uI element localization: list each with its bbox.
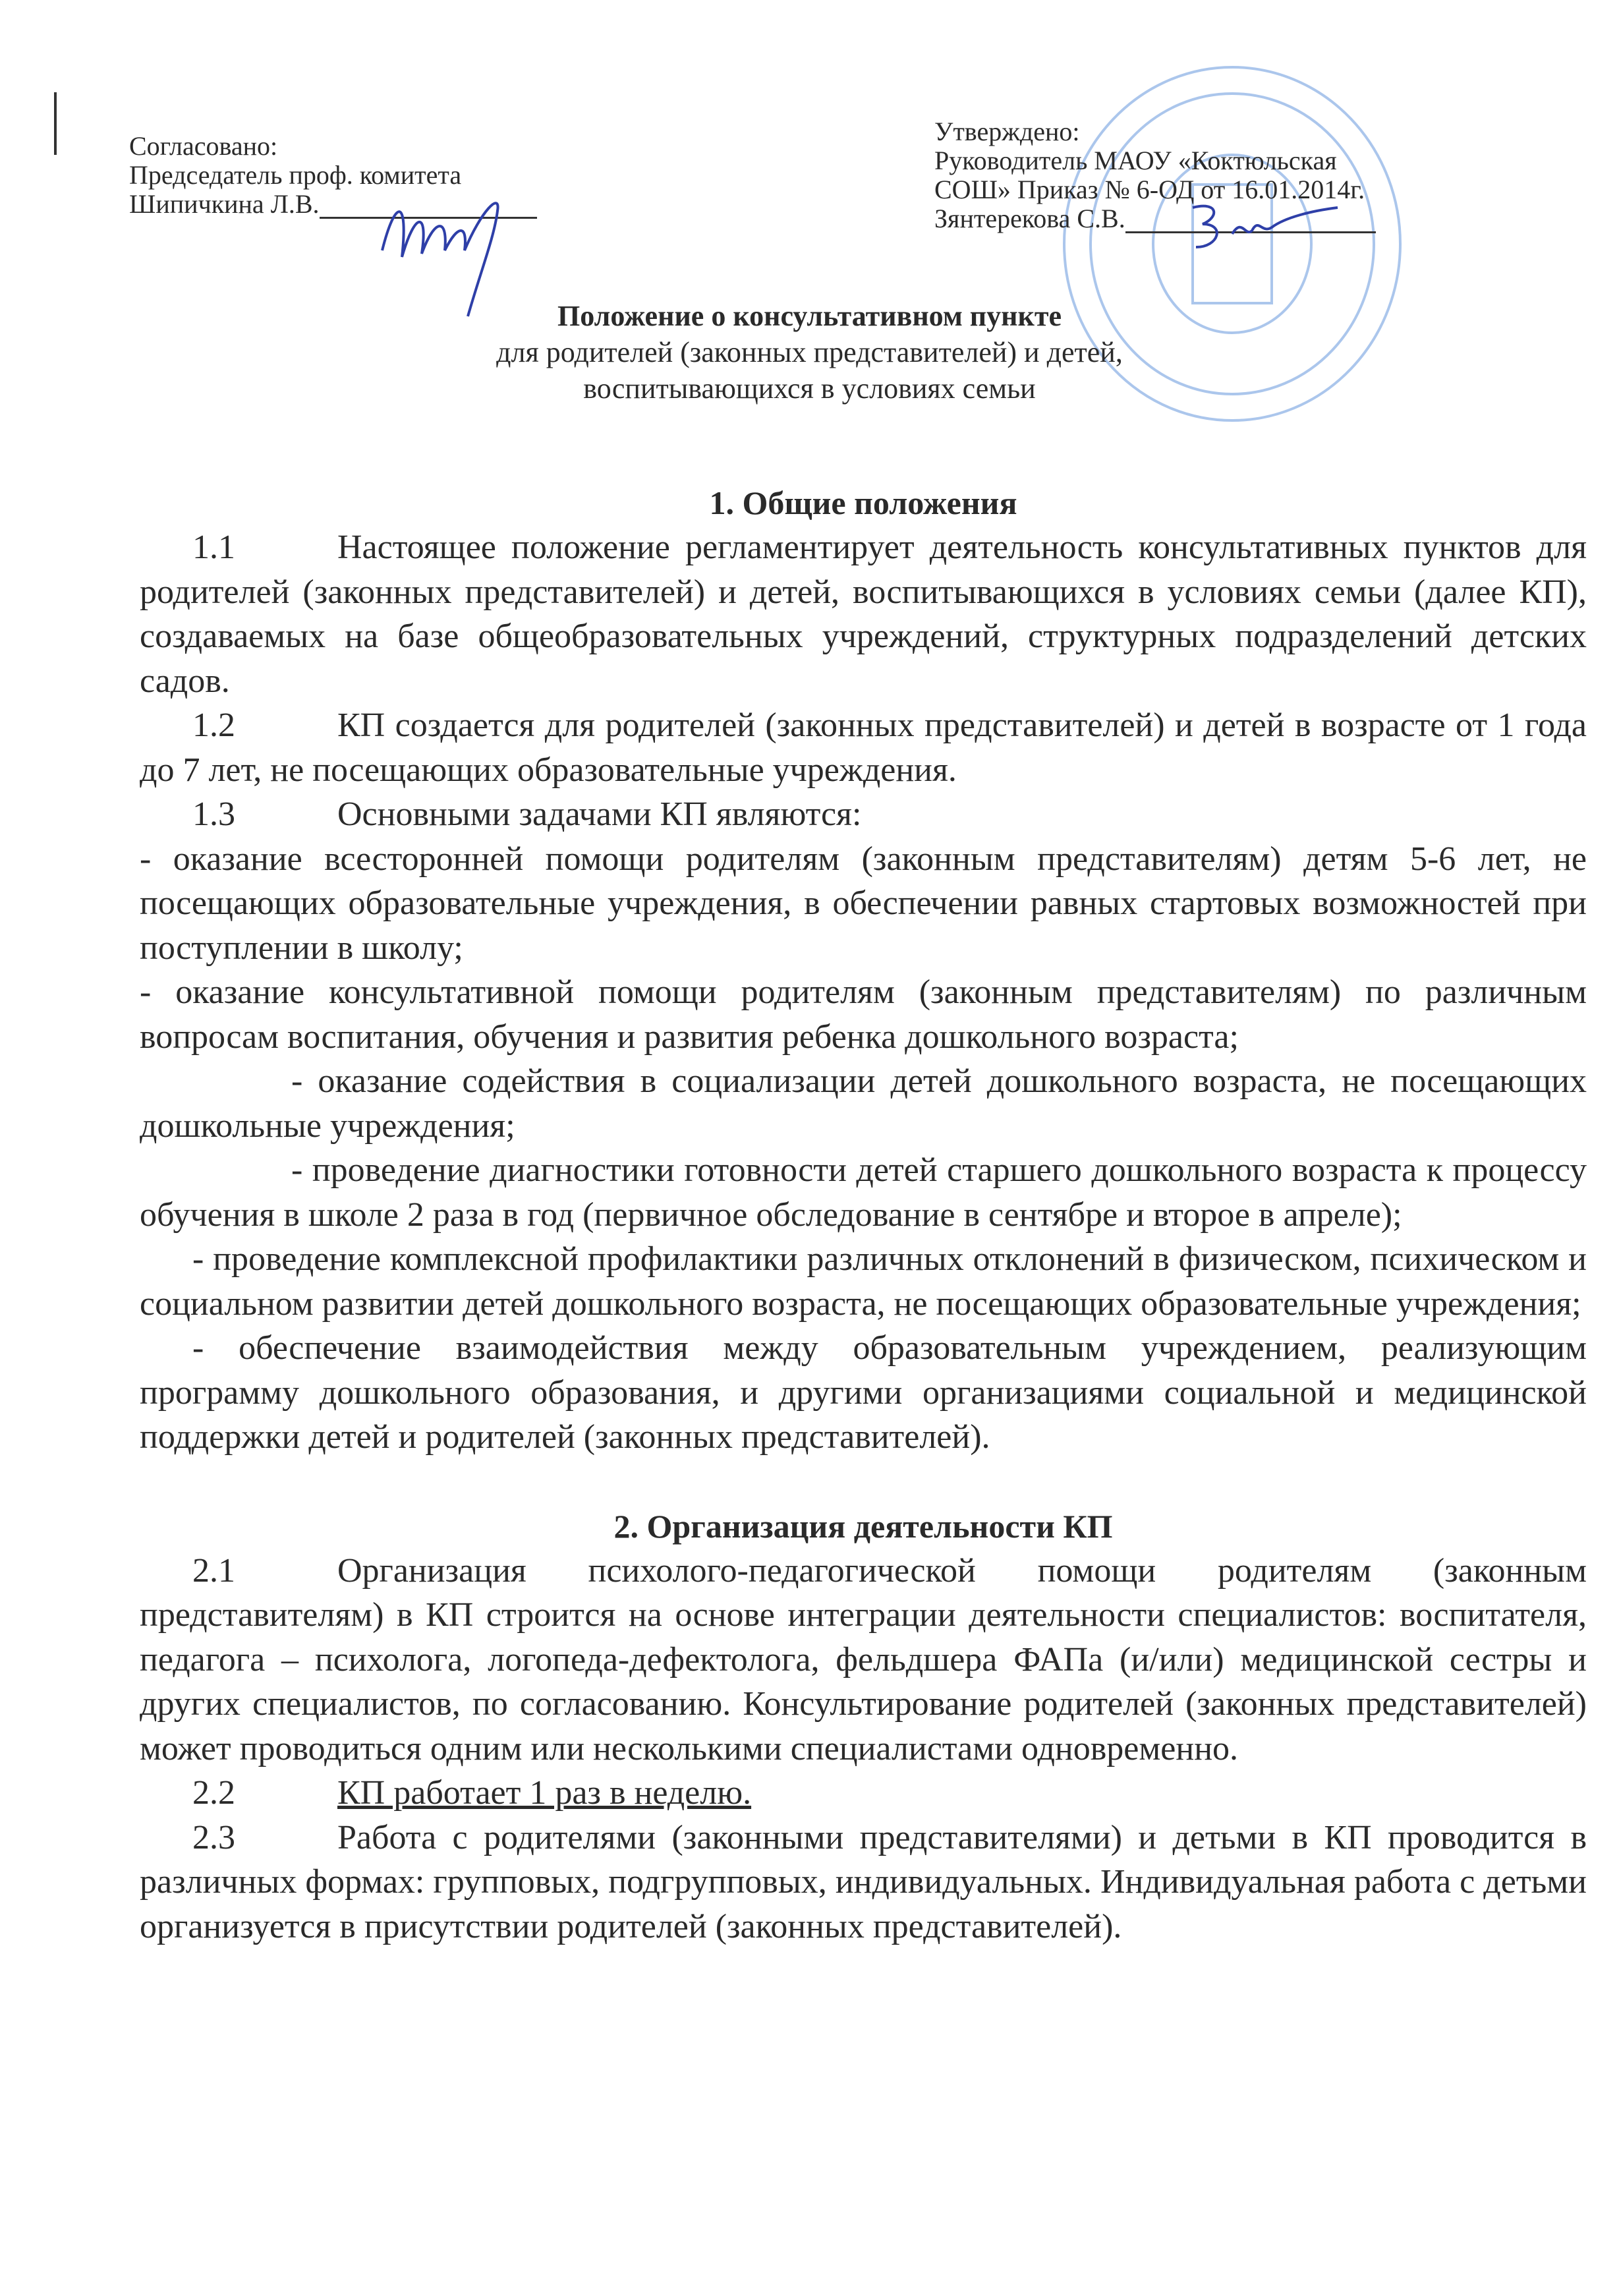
title-line-2: для родителей (законных представителей) и детей, xyxy=(496,336,1123,368)
title-line-1: Положение о консультативном пункте xyxy=(557,300,1062,332)
task-item: - проведение комплексной профилактики различных отклонений в физическом, психическом и социальном развитии детей дошкольного возраста, не посещающих образовательные учреждения; xyxy=(140,1240,1587,1323)
task-item: - оказание содействия в социализации детей дошкольного возраста, не посещающих дошкольные учреждения; xyxy=(140,1062,1587,1145)
approved-label: Утверждено: xyxy=(934,117,1080,146)
clause-text: Работа с родителями (законными представителями) и детьми в КП проводится в различных формах: групповых, подгрупповых, индивидуальных. Индивидуальная работа с детьми организуется в присутствии родителей (законных представителей). xyxy=(140,1818,1587,1945)
section-heading: 1. Общие положения xyxy=(709,484,1017,521)
scan-margin-mark xyxy=(54,92,57,155)
clause-text: КП создается для родителей (законных представителей) и детей в возрасте от 1 года до 7 лет, не посещающих образовательные учреждения. xyxy=(140,706,1587,789)
document-title xyxy=(0,298,1619,407)
task-item: - обеспечение взаимодействия между образовательным учреждением, реализующим программу дошкольного образования, и другими организациями социальной и медицинской поддержки детей и родителей (законных представителей). xyxy=(140,1329,1587,1456)
clause-number: 1.1 xyxy=(192,529,235,566)
clause-2-2 xyxy=(140,1771,1587,1816)
clause-1-2 xyxy=(140,703,1587,792)
signer-position: Председатель проф. комитета xyxy=(129,160,462,190)
task-item: - проведение диагностики готовности детей старшего дошкольного возраста к процессу обучения в школе 2 раза в год (первичное обследование в сентябре и второе в апреле); xyxy=(140,1151,1587,1234)
clause-number: 1.3 xyxy=(192,795,235,833)
agreed-label: Согласовано: xyxy=(129,131,278,161)
clause-number: 2.3 xyxy=(192,1818,235,1856)
task-item: - оказание всесторонней помощи родителям (законным представителям) детям 5-6 лет, не посещающих образовательные учреждения, в обеспечении равных стартовых возможностей при поступлении в школу; xyxy=(140,840,1587,967)
clause-2-1 xyxy=(140,1549,1587,1771)
clause-text: КП работает 1 раз в неделю. xyxy=(337,1774,752,1812)
clause-text: Настоящее положение регламентирует деятельность консультативных пунктов для родителей (законных представителей) и детей, воспитывающихся в условиях семьи (далее КП), создаваемых на базе общеобразовательных учреждений, структурных подразделений детских садов. xyxy=(140,529,1587,700)
approver-position: Руководитель МАОУ «Коктюльская xyxy=(934,146,1337,175)
clause-number: 2.1 xyxy=(192,1551,235,1590)
title-line-3: воспитывающихся в условиях семьи xyxy=(583,372,1036,405)
clause-number: 2.2 xyxy=(192,1774,235,1812)
order-reference: СОШ» Приказ № 6-ОД от 16.01.2014г. xyxy=(934,175,1365,204)
approver-name: Зянтерекова С.В. xyxy=(934,204,1125,233)
signer-name: Шипичкина Л.В. xyxy=(129,189,320,219)
task-item: - оказание консультативной помощи родителям (законным представителям) по различным вопросам воспитания, обучения и развития ребенка дошкольного возраста; xyxy=(140,973,1587,1056)
clause-1-3 xyxy=(140,792,1587,837)
clause-text: Организация психолого-педагогической помощи родителям (законным представителям) в КП строится на основе интеграции деятельности специалистов: воспитателя, педагога – психолога, логопеда-дефектолога, фельдшера ФАПа (и/или) медицинской сестры и других специалистов, по согласованию. Консультирование родителей (законных представителей) может проводиться одним или несколькими специалистами одновременно. xyxy=(140,1551,1587,1767)
document-body xyxy=(140,481,1587,1949)
clause-2-3 xyxy=(140,1816,1587,1949)
section-heading: 2. Организация деятельности КП xyxy=(613,1507,1113,1545)
clause-number: 1.2 xyxy=(192,706,235,744)
clause-1-1 xyxy=(140,525,1587,703)
signature-right xyxy=(1179,198,1351,257)
clause-text: Основными задачами КП являются: xyxy=(337,795,862,833)
